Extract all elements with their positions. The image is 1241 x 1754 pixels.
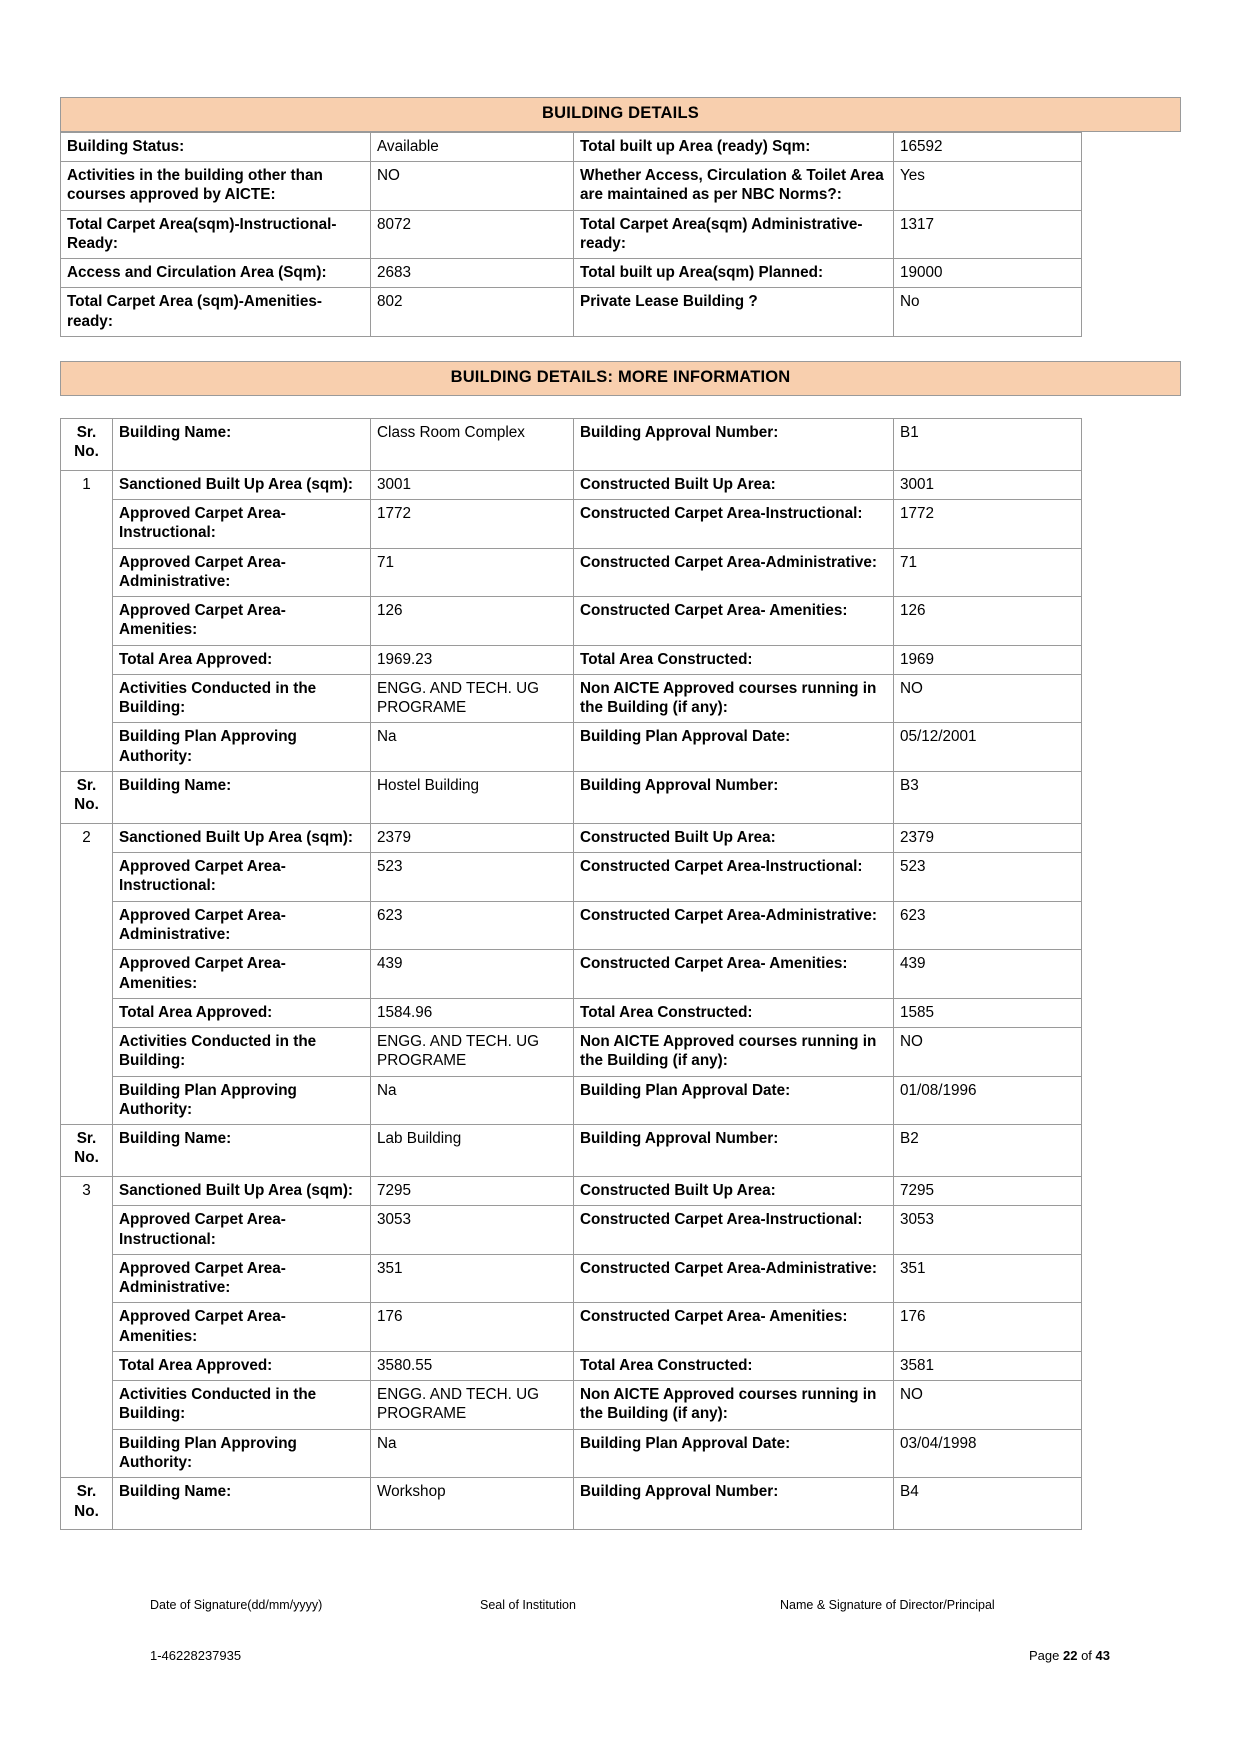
plan-approval-date-label: Building Plan Approval Date: <box>574 723 894 772</box>
table-row <box>61 1028 1082 1077</box>
building-approval-number-label: Building Approval Number: <box>574 418 894 470</box>
sr-no-value: 1 <box>61 470 113 771</box>
constructed-carpet-administrative-value: 71 <box>894 548 1082 597</box>
sr-no-value: 2 <box>61 823 113 1124</box>
table-row <box>61 499 1082 548</box>
building-name-label: Building Name: <box>113 1125 371 1177</box>
sr-no-line1: Sr. <box>76 1483 97 1501</box>
total-built-up-planned-label: Total built up Area(sqm) Planned: <box>574 259 894 288</box>
building-name-label: Building Name: <box>113 771 371 823</box>
approved-carpet-administrative-label: Approved Carpet Area-Administrative: <box>113 901 371 950</box>
constructed-carpet-amenities-value: 176 <box>894 1303 1082 1352</box>
building-approval-number-value: B2 <box>894 1125 1082 1177</box>
building-name-row <box>61 1478 1082 1530</box>
sr-no-value: 3 <box>61 1177 113 1478</box>
table-row <box>61 470 1082 499</box>
carpet-amenities-ready-value: 802 <box>371 288 574 337</box>
nbc-norms-label: Whether Access, Circulation & Toilet Area are maintained as per NBC Norms?: <box>574 162 894 211</box>
table-row <box>61 259 1082 288</box>
constructed-built-up-area-value: 2379 <box>894 823 1082 852</box>
sr-no-line1: Sr. <box>76 1130 97 1148</box>
approved-carpet-instructional-label: Approved Carpet Area-Instructional: <box>113 1206 371 1255</box>
page-current: 22 <box>1062 1648 1078 1663</box>
access-circulation-area-label: Access and Circulation Area (Sqm): <box>61 259 371 288</box>
constructed-carpet-administrative-value: 623 <box>894 901 1082 950</box>
sanctioned-built-up-area-label: Sanctioned Built Up Area (sqm): <box>113 823 371 852</box>
table-row <box>61 1206 1082 1255</box>
plan-approving-authority-label: Building Plan Approving Authority: <box>113 1429 371 1478</box>
approved-carpet-instructional-label: Approved Carpet Area-Instructional: <box>113 499 371 548</box>
activities-conducted-label: Activities Conducted in the Building: <box>113 674 371 723</box>
approved-carpet-amenities-label: Approved Carpet Area-Amenities: <box>113 1303 371 1352</box>
constructed-built-up-area-value: 7295 <box>894 1177 1082 1206</box>
carpet-instructional-ready-value: 8072 <box>371 210 574 259</box>
date-of-signature-label: Date of Signature(dd/mm/yyyy) <box>150 1598 323 1612</box>
table-row <box>61 901 1082 950</box>
table-row <box>61 674 1082 723</box>
building-status-label: Building Status: <box>61 132 371 161</box>
building-name-value: Class Room Complex <box>371 418 574 470</box>
plan-approving-authority-label: Building Plan Approving Authority: <box>113 1076 371 1125</box>
constructed-built-up-area-label: Constructed Built Up Area: <box>574 470 894 499</box>
approved-carpet-administrative-value: 623 <box>371 901 574 950</box>
table-row <box>61 723 1082 772</box>
non-aicte-courses-value: NO <box>894 1381 1082 1430</box>
approved-carpet-instructional-value: 1772 <box>371 499 574 548</box>
total-area-constructed-label: Total Area Constructed: <box>574 645 894 674</box>
total-built-up-area-ready-value: 16592 <box>894 132 1082 161</box>
activities-conducted-value: ENGG. AND TECH. UG PROGRAME <box>371 1028 574 1077</box>
sr-no-line2: No. <box>74 1502 99 1520</box>
building-status-value: Available <box>371 132 574 161</box>
sanctioned-built-up-area-value: 7295 <box>371 1177 574 1206</box>
table-row <box>61 1381 1082 1430</box>
constructed-carpet-instructional-label: Constructed Carpet Area-Instructional: <box>574 499 894 548</box>
constructed-carpet-administrative-label: Constructed Carpet Area-Administrative: <box>574 548 894 597</box>
non-aicte-courses-label: Non AICTE Approved courses running in the Building (if any): <box>574 674 894 723</box>
activities-conducted-value: ENGG. AND TECH. UG PROGRAME <box>371 1381 574 1430</box>
sr-no-header-cell <box>61 1125 113 1177</box>
building-details-header: BUILDING DETAILS <box>60 97 1181 132</box>
constructed-built-up-area-label: Constructed Built Up Area: <box>574 823 894 852</box>
plan-approving-authority-value: Na <box>371 723 574 772</box>
approved-carpet-instructional-value: 523 <box>371 853 574 902</box>
table-row <box>61 1254 1082 1303</box>
activities-conducted-value: ENGG. AND TECH. UG PROGRAME <box>371 674 574 723</box>
sr-no-line1: Sr. <box>76 423 97 441</box>
building-details-table <box>60 132 1082 337</box>
plan-approval-date-value: 01/08/1996 <box>894 1076 1082 1125</box>
table-row <box>61 132 1082 161</box>
seal-of-institution-label: Seal of Institution <box>480 1598 576 1612</box>
nbc-norms-value: Yes <box>894 162 1082 211</box>
total-area-approved-label: Total Area Approved: <box>113 645 371 674</box>
table-row <box>61 288 1082 337</box>
non-aicte-courses-value: NO <box>894 674 1082 723</box>
constructed-carpet-amenities-label: Constructed Carpet Area- Amenities: <box>574 1303 894 1352</box>
approved-carpet-administrative-label: Approved Carpet Area-Administrative: <box>113 1254 371 1303</box>
plan-approval-date-value: 05/12/2001 <box>894 723 1082 772</box>
total-area-approved-label: Total Area Approved: <box>113 1351 371 1380</box>
plan-approving-authority-value: Na <box>371 1429 574 1478</box>
building-more-information-table <box>60 418 1082 1531</box>
plan-approving-authority-value: Na <box>371 1076 574 1125</box>
director-signature-label: Name & Signature of Director/Principal <box>780 1598 995 1612</box>
non-aicte-courses-value: NO <box>894 1028 1082 1077</box>
signature-row <box>150 1598 1110 1612</box>
sanctioned-built-up-area-label: Sanctioned Built Up Area (sqm): <box>113 1177 371 1206</box>
carpet-instructional-ready-label: Total Carpet Area(sqm)-Instructional-Ready: <box>61 210 371 259</box>
building-more-information-body <box>61 418 1082 1530</box>
table-row <box>61 162 1082 211</box>
carpet-administrative-ready-label: Total Carpet Area(sqm) Administrative-ready: <box>574 210 894 259</box>
carpet-administrative-ready-value: 1317 <box>894 210 1082 259</box>
more-information-header: BUILDING DETAILS: MORE INFORMATION <box>60 361 1181 396</box>
table-row <box>61 998 1082 1027</box>
plan-approving-authority-label: Building Plan Approving Authority: <box>113 723 371 772</box>
table-row <box>61 823 1082 852</box>
total-built-up-planned-value: 19000 <box>894 259 1082 288</box>
access-circulation-area-value: 2683 <box>371 259 574 288</box>
total-area-approved-label: Total Area Approved: <box>113 998 371 1027</box>
plan-approval-date-value: 03/04/1998 <box>894 1429 1082 1478</box>
approved-carpet-administrative-label: Approved Carpet Area-Administrative: <box>113 548 371 597</box>
other-activities-label: Activities in the building other than courses approved by AICTE: <box>61 162 371 211</box>
table-row <box>61 950 1082 999</box>
document-id: 1-46228237935 <box>150 1648 242 1663</box>
sanctioned-built-up-area-value: 3001 <box>371 470 574 499</box>
non-aicte-courses-label: Non AICTE Approved courses running in the Building (if any): <box>574 1028 894 1077</box>
building-approval-number-label: Building Approval Number: <box>574 1478 894 1530</box>
private-lease-building-value: No <box>894 288 1082 337</box>
constructed-built-up-area-label: Constructed Built Up Area: <box>574 1177 894 1206</box>
constructed-carpet-instructional-value: 1772 <box>894 499 1082 548</box>
sr-no-line2: No. <box>74 442 99 460</box>
building-name-row <box>61 418 1082 470</box>
constructed-carpet-amenities-label: Constructed Carpet Area- Amenities: <box>574 597 894 646</box>
building-details-body <box>61 132 1082 336</box>
table-row <box>61 853 1082 902</box>
table-row <box>61 1076 1082 1125</box>
sr-no-header-cell <box>61 418 113 470</box>
activities-conducted-label: Activities Conducted in the Building: <box>113 1381 371 1430</box>
page-number <box>1029 1648 1110 1663</box>
table-row <box>61 645 1082 674</box>
constructed-carpet-administrative-value: 351 <box>894 1254 1082 1303</box>
total-area-approved-value: 3580.55 <box>371 1351 574 1380</box>
page-footer-row <box>150 1648 1110 1663</box>
table-row <box>61 1351 1082 1380</box>
total-area-approved-value: 1584.96 <box>371 998 574 1027</box>
table-row <box>61 1303 1082 1352</box>
total-area-constructed-value: 1969 <box>894 645 1082 674</box>
table-row <box>61 210 1082 259</box>
building-name-value: Lab Building <box>371 1125 574 1177</box>
plan-approval-date-label: Building Plan Approval Date: <box>574 1429 894 1478</box>
page-prefix: Page <box>1029 1648 1063 1663</box>
page-middle: of <box>1077 1648 1096 1663</box>
table-row <box>61 1429 1082 1478</box>
constructed-carpet-amenities-value: 439 <box>894 950 1082 999</box>
approved-carpet-amenities-value: 176 <box>371 1303 574 1352</box>
sr-no-line1: Sr. <box>76 776 97 794</box>
sanctioned-built-up-area-label: Sanctioned Built Up Area (sqm): <box>113 470 371 499</box>
total-area-approved-value: 1969.23 <box>371 645 574 674</box>
constructed-carpet-instructional-label: Constructed Carpet Area-Instructional: <box>574 1206 894 1255</box>
sanctioned-built-up-area-value: 2379 <box>371 823 574 852</box>
building-name-row <box>61 1125 1082 1177</box>
table-row <box>61 597 1082 646</box>
approved-carpet-amenities-value: 126 <box>371 597 574 646</box>
constructed-carpet-administrative-label: Constructed Carpet Area-Administrative: <box>574 1254 894 1303</box>
total-area-constructed-label: Total Area Constructed: <box>574 998 894 1027</box>
constructed-carpet-amenities-label: Constructed Carpet Area- Amenities: <box>574 950 894 999</box>
constructed-carpet-administrative-label: Constructed Carpet Area-Administrative: <box>574 901 894 950</box>
sr-no-header-cell <box>61 771 113 823</box>
approved-carpet-amenities-label: Approved Carpet Area-Amenities: <box>113 950 371 999</box>
carpet-amenities-ready-label: Total Carpet Area (sqm)-Amenities-ready: <box>61 288 371 337</box>
activities-conducted-label: Activities Conducted in the Building: <box>113 1028 371 1077</box>
building-name-row <box>61 771 1082 823</box>
approved-carpet-instructional-value: 3053 <box>371 1206 574 1255</box>
approved-carpet-administrative-value: 351 <box>371 1254 574 1303</box>
approved-carpet-instructional-label: Approved Carpet Area-Instructional: <box>113 853 371 902</box>
constructed-built-up-area-value: 3001 <box>894 470 1082 499</box>
plan-approval-date-label: Building Plan Approval Date: <box>574 1076 894 1125</box>
approved-carpet-amenities-value: 439 <box>371 950 574 999</box>
total-built-up-area-ready-label: Total built up Area (ready) Sqm: <box>574 132 894 161</box>
approved-carpet-administrative-value: 71 <box>371 548 574 597</box>
building-name-label: Building Name: <box>113 1478 371 1530</box>
constructed-carpet-amenities-value: 126 <box>894 597 1082 646</box>
building-approval-number-value: B4 <box>894 1478 1082 1530</box>
sr-no-line2: No. <box>74 796 99 814</box>
table-row <box>61 1177 1082 1206</box>
table-row <box>61 548 1082 597</box>
private-lease-building-label: Private Lease Building ? <box>574 288 894 337</box>
non-aicte-courses-label: Non AICTE Approved courses running in the Building (if any): <box>574 1381 894 1430</box>
total-area-constructed-label: Total Area Constructed: <box>574 1351 894 1380</box>
page-total: 43 <box>1095 1648 1110 1663</box>
constructed-carpet-instructional-value: 523 <box>894 853 1082 902</box>
building-approval-number-value: B3 <box>894 771 1082 823</box>
building-name-label: Building Name: <box>113 418 371 470</box>
building-name-value: Hostel Building <box>371 771 574 823</box>
sr-no-header-cell <box>61 1478 113 1530</box>
building-name-value: Workshop <box>371 1478 574 1530</box>
building-approval-number-value: B1 <box>894 418 1082 470</box>
other-activities-value: NO <box>371 162 574 211</box>
building-approval-number-label: Building Approval Number: <box>574 771 894 823</box>
sr-no-line2: No. <box>74 1149 99 1167</box>
constructed-carpet-instructional-label: Constructed Carpet Area-Instructional: <box>574 853 894 902</box>
constructed-carpet-instructional-value: 3053 <box>894 1206 1082 1255</box>
approved-carpet-amenities-label: Approved Carpet Area-Amenities: <box>113 597 371 646</box>
building-approval-number-label: Building Approval Number: <box>574 1125 894 1177</box>
total-area-constructed-value: 1585 <box>894 998 1082 1027</box>
total-area-constructed-value: 3581 <box>894 1351 1082 1380</box>
